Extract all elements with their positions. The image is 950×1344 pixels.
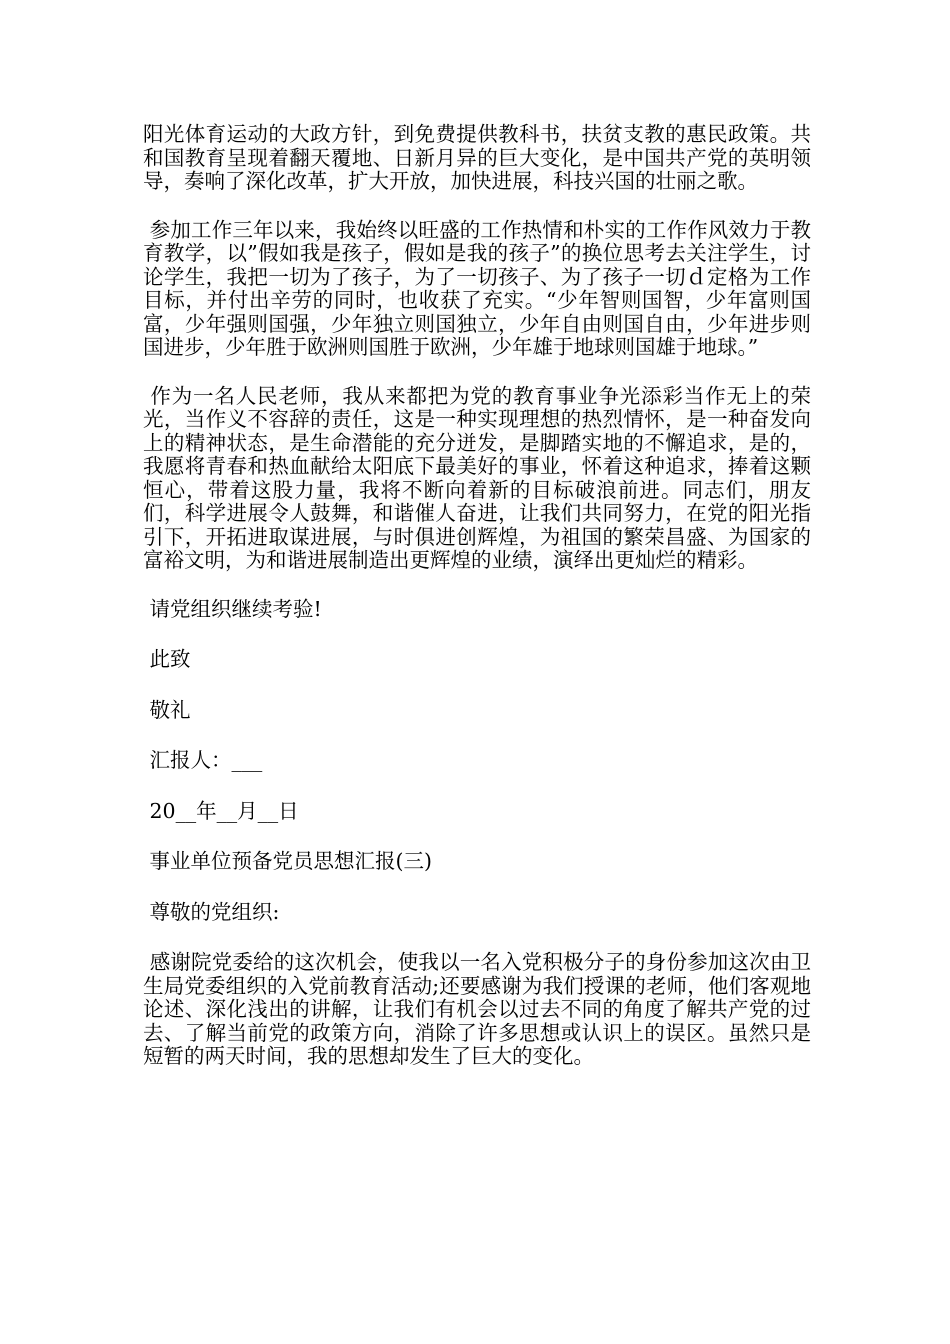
document-page bbox=[143, 123, 811, 1094]
line-request-examination: 请党组织继续考验! bbox=[143, 596, 322, 621]
section-title: 事业单位预备党员思想汇报(三) bbox=[143, 849, 433, 873]
line-reporter-signature: 汇报人：___ bbox=[143, 748, 263, 772]
paragraph-three-years-work: 参加工作三年以来，我始终以旺盛的工作热情和朴实的工作作风效力于教育教学，以”假如我是孩子，假如是我的孩子”的换位思考去关注学生，讨论学生，我把一切为了孩子，为了一切孩子、为了孩子一切ｄ定格为工作目标，并付出辛劳的同时，也收获了充实。“少年智则国智，少年富则国富，少年强则国强，少年独立则国独立，少年自由则国自由，少年进步则国进步，少年胜于欧洲则国胜于欧洲，少年雄于地球则国雄于地球。” bbox=[143, 217, 811, 359]
line-salutation-cizhi: 此致 bbox=[143, 647, 191, 671]
line-greeting: 尊敬的党组织: bbox=[143, 899, 280, 924]
paragraph-education-changes: 阳光体育运动的大政方针，到免费提供教科书，扶贫支教的惠民政策。共和国教育呈现着翻天覆地、日新月异的巨大变化，是中国共产党的英明领导，奏响了深化改革，扩大开放，加快进展，科技兴国的壮丽之歌。 bbox=[143, 122, 811, 193]
paragraph-teacher-pledge: 作为一名人民老师，我从来都把为党的教育事业争光添彩当作无上的荣光，当作义不容辞的责任，这是一种实现理想的热烈情怀，是一种奋发向上的精神状态，是生命潜能的充分迸发，是脚踏实地的不懈追求，是的，我愿将青春和热血献给太阳底下最美好的事业，怀着这种追求，捧着这颗恒心，带着这股力量，我将不断向着新的目标破浪前进。同志们，朋友们，科学进展令人鼓舞，和谐催人奋进，让我们共同努力，在党的阳光指引下，开拓进取谋进展，与时俱进创辉煌，为祖国的繁荣昌盛、为国家的富裕文明，为和谐进展制造出更辉煌的业绩，演绎出更灿烂的精彩。 bbox=[143, 383, 811, 572]
line-salutation-jingli: 敬礼 bbox=[143, 697, 191, 722]
paragraph-thanks: 感谢院党委给的这次机会，使我以一名入党积极分子的身份参加这次由卫生局党委组织的入党前教育活动;还要感谢为我们授课的老师，他们客观地论述、深化浅出的讲解，让我们有机会以过去不同的角度了解共产党的过去、了解当前党的政策方向，消除了许多思想或认识上的误区。虽然只是短暂的两天时间，我的思想却发生了巨大的变化。 bbox=[143, 950, 811, 1068]
line-date: 20__年__月__日 bbox=[143, 798, 299, 823]
